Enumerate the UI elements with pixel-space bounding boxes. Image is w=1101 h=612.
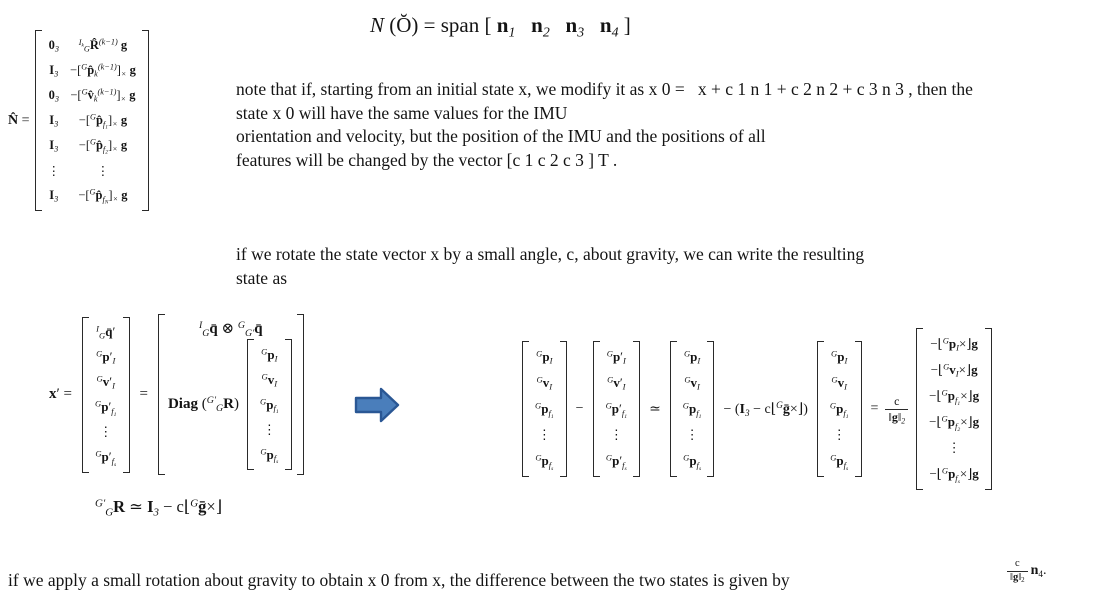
math-row <box>678 396 707 422</box>
minus-sign: − <box>575 401 584 416</box>
paragraph-apply-rotation: if we apply a small rotation about gravity to obtain x 0 from x, the difference between the two states is given by <box>8 570 790 590</box>
math-row <box>924 461 984 487</box>
math-row <box>43 183 141 208</box>
math-row <box>601 396 633 422</box>
math-cell: $-⌊^Gp_I\times⌋g$ <box>930 335 978 353</box>
state-vector-2 <box>670 341 715 477</box>
xprime-lhs-vector <box>82 317 130 473</box>
math-cell: $^Gv'_I$ <box>607 374 626 392</box>
quaternion-product-term: $^I_G$q̄ ⊗ $^G_{G'}$q̄ <box>198 319 263 340</box>
math-row <box>924 357 984 383</box>
math-cell: $-[^Gp̂_{f_N}]_\times$ g <box>78 187 128 206</box>
math-row <box>825 344 854 370</box>
math-cell: $^Gp_I$ <box>831 348 848 366</box>
rotation-approx-equation: $^{G'}_G$R ≃ $I_3$ − c⌊$^G$ḡ×⌋ <box>95 497 223 519</box>
math-cell: $^I_G$q̄′ <box>96 323 116 341</box>
math-cell: $-⌊^Gp_{f_s}\times⌋g$ <box>929 465 979 485</box>
closing-fraction <box>1007 558 1028 584</box>
simeq-sign: ≃ <box>649 401 661 417</box>
math-cell: features will be changed by the vector [c 1 c 2 c 3 ] T . <box>236 149 618 170</box>
state-vector-body <box>530 344 559 474</box>
math-row <box>825 448 854 474</box>
math-cell: if we rotate the state vector x by a small angle, c, about gravity, we can write the resulting <box>236 244 865 264</box>
math-cell: ⋮ <box>685 427 699 442</box>
math-row <box>924 331 984 357</box>
state-difference-equation <box>520 328 994 490</box>
math-row <box>90 420 122 445</box>
math-row <box>236 243 864 267</box>
math-cell: ⋮ <box>609 427 623 442</box>
math-cell: $I_3$ <box>49 113 59 129</box>
xprime-rhs-column <box>166 317 296 472</box>
fraction-denominator: $‖g‖_2$ <box>885 409 908 424</box>
math-row <box>236 267 864 291</box>
math-row <box>90 395 122 420</box>
math-row <box>255 392 284 417</box>
diag-label: Diag ($^{G'}_G$R) <box>167 394 239 415</box>
math-cell: ⋮ <box>47 163 61 178</box>
math-cell: $^Gp_{f_1}$ <box>682 400 702 420</box>
math-cell: $^Gp_{f_1}$ <box>260 396 279 416</box>
closing-n4: $n_4$. <box>1030 563 1047 580</box>
math-cell: $^Gp_{f_s}$ <box>683 452 702 472</box>
math-row <box>678 448 707 474</box>
math-row <box>255 442 284 467</box>
math-row <box>90 345 122 370</box>
math-cell: $-⌊^Gp_{f_1}\times⌋g$ <box>929 387 980 407</box>
math-cell: ⋮ <box>947 440 961 455</box>
math-cell: $^{I_k}_G$R̂$^{(k-1)}$ g <box>78 37 128 54</box>
math-row <box>43 108 141 133</box>
cross-product-vector-body <box>924 331 984 487</box>
xprime-lhs: x′ = <box>49 386 72 402</box>
math-cell: $-[^Gv̂_k^{(k-1)}]_\times$ g <box>70 87 136 104</box>
math-cell: $^Gp_{f_1}$ <box>829 400 849 420</box>
xprime-rhs-vector-body <box>255 342 284 467</box>
math-cell: ⋮ <box>832 427 846 442</box>
math-cell: ⋮ <box>96 163 110 178</box>
math-row <box>530 344 559 370</box>
state-vector-2-body <box>678 344 707 474</box>
math-row <box>43 133 141 158</box>
math-row <box>825 396 854 422</box>
math-row <box>43 33 141 58</box>
math-cell: $0_3$ <box>48 88 59 104</box>
block-arrow-right-icon <box>354 386 400 424</box>
math-row <box>924 435 984 461</box>
math-cell: $^Gv_I$ <box>261 371 278 389</box>
math-cell: $^Gv_I$ <box>831 374 847 392</box>
math-row <box>530 370 559 396</box>
math-row <box>90 320 122 345</box>
fraction-numerator: c <box>894 394 900 409</box>
math-cell: $^Gp_{f_s}$ <box>260 446 279 466</box>
math-row <box>601 344 633 370</box>
xprime-equation <box>48 314 306 475</box>
math-cell: ⋮ <box>99 424 113 439</box>
math-row <box>236 149 973 173</box>
math-cell: $^Gp_{f_s}$ <box>830 452 849 472</box>
math-cell: $0_3$ <box>48 38 59 54</box>
math-cell: $-[^Gp̂_{f_2}]_\times$ g <box>78 137 128 156</box>
math-row <box>255 342 284 367</box>
math-cell: state as <box>236 267 288 288</box>
state-vector <box>522 341 567 477</box>
math-row <box>236 102 973 126</box>
math-cell: ⋮ <box>537 427 551 442</box>
math-cell: note that if, starting from an initial state x, we modify it as x 0 = x + c 1 n 1 + c 2 n 2 + c 3 n 3 , then the <box>236 79 973 99</box>
nhat-matrix-body <box>43 33 141 208</box>
paragraph-modify-state <box>236 78 973 172</box>
math-cell: $I_3$ <box>49 138 59 154</box>
math-row <box>825 422 854 448</box>
math-cell: orientation and velocity, but the position of the IMU and the positions of all <box>236 126 766 147</box>
closing-term <box>1007 558 1047 584</box>
math-cell: $^Gp_I$ <box>683 348 701 366</box>
xprime-lhs-vector-body <box>90 320 122 470</box>
math-row <box>678 370 707 396</box>
math-row <box>825 370 854 396</box>
paragraph-rotate-state <box>236 243 864 290</box>
block-arrow-shape <box>356 389 398 421</box>
state-prime-vector <box>593 341 641 477</box>
math-cell: state x 0 will have the same values for the IMU <box>236 102 568 123</box>
cross-product-vector <box>916 328 992 490</box>
math-cell: $I_3$ <box>49 63 59 79</box>
math-row <box>43 83 141 108</box>
math-row <box>601 448 633 474</box>
math-row <box>678 422 707 448</box>
math-row <box>236 78 973 102</box>
math-row <box>255 417 284 442</box>
math-cell: $^Gp'_{f_s}$ <box>95 448 117 468</box>
math-cell: ⋮ <box>262 421 276 437</box>
math-cell: $^Gv'_I$ <box>96 373 115 391</box>
math-cell: $-[^Gp̂_{f_1}]_\times$ g <box>78 112 128 131</box>
nhat-lhs: N̂ = <box>8 112 30 128</box>
gravity-fraction <box>885 394 908 424</box>
math-row <box>530 448 559 474</box>
math-cell: $-[^Gp̂_k^{(k-1)}]_\times$ g <box>70 62 136 79</box>
math-cell: $^Gp_I$ <box>536 348 553 366</box>
math-cell: $^Gv_I$ <box>684 374 700 392</box>
xprime-rhs-matrix <box>158 314 304 475</box>
math-cell: $^Gv_I$ <box>536 374 553 392</box>
math-cell: $^Gp_{f_1}$ <box>535 400 554 420</box>
math-row <box>924 409 984 435</box>
math-row <box>530 396 559 422</box>
nhat-matrix-equation <box>8 30 151 211</box>
math-row <box>255 367 284 392</box>
closing-fraction-denominator: $‖g‖_2$ <box>1007 571 1028 585</box>
state-prime-vector-body <box>601 344 633 474</box>
diag-row <box>168 339 294 470</box>
math-cell: $^Gp'_I$ <box>606 348 626 366</box>
math-cell: $^Gp'_{f_1}$ <box>95 398 117 418</box>
math-cell: $^Gp'_{f_1}$ <box>605 400 628 420</box>
math-row <box>236 125 973 149</box>
rotation-term: − ($I_3$ − c⌊$^G$ḡ×⌋) <box>723 399 808 418</box>
math-row <box>530 422 559 448</box>
equals-sign-2: = <box>870 401 879 416</box>
math-cell: $-⌊^Gv_I\times⌋g$ <box>930 361 978 379</box>
math-row <box>678 344 707 370</box>
math-cell: $^Gp_{f_s}$ <box>535 452 554 472</box>
nullspace-span-equation: N (Ŏ) = span [ $n_1$ $n_2$ $n_3$ $n_4$ ] <box>370 13 631 40</box>
math-cell: $I_3$ <box>49 188 59 204</box>
math-cell: $^Gp'_I$ <box>96 348 116 366</box>
math-row <box>924 383 984 409</box>
math-row <box>601 422 633 448</box>
math-row <box>90 445 122 470</box>
state-vector-3-body <box>825 344 854 474</box>
math-row <box>90 370 122 395</box>
math-row <box>601 370 633 396</box>
xprime-rhs-vector <box>247 339 292 470</box>
math-cell: $^Gp'_{f_s}$ <box>605 452 627 472</box>
equals-sign: = <box>139 386 148 402</box>
math-cell: $^Gp_I$ <box>261 346 278 364</box>
math-row <box>43 58 141 83</box>
math-cell: $-⌊^Gp_{f_2}\times⌋g$ <box>929 413 980 433</box>
nhat-matrix <box>35 30 149 211</box>
closing-fraction-numerator: c <box>1014 558 1020 569</box>
state-vector-3 <box>817 341 862 477</box>
math-row <box>43 158 141 183</box>
